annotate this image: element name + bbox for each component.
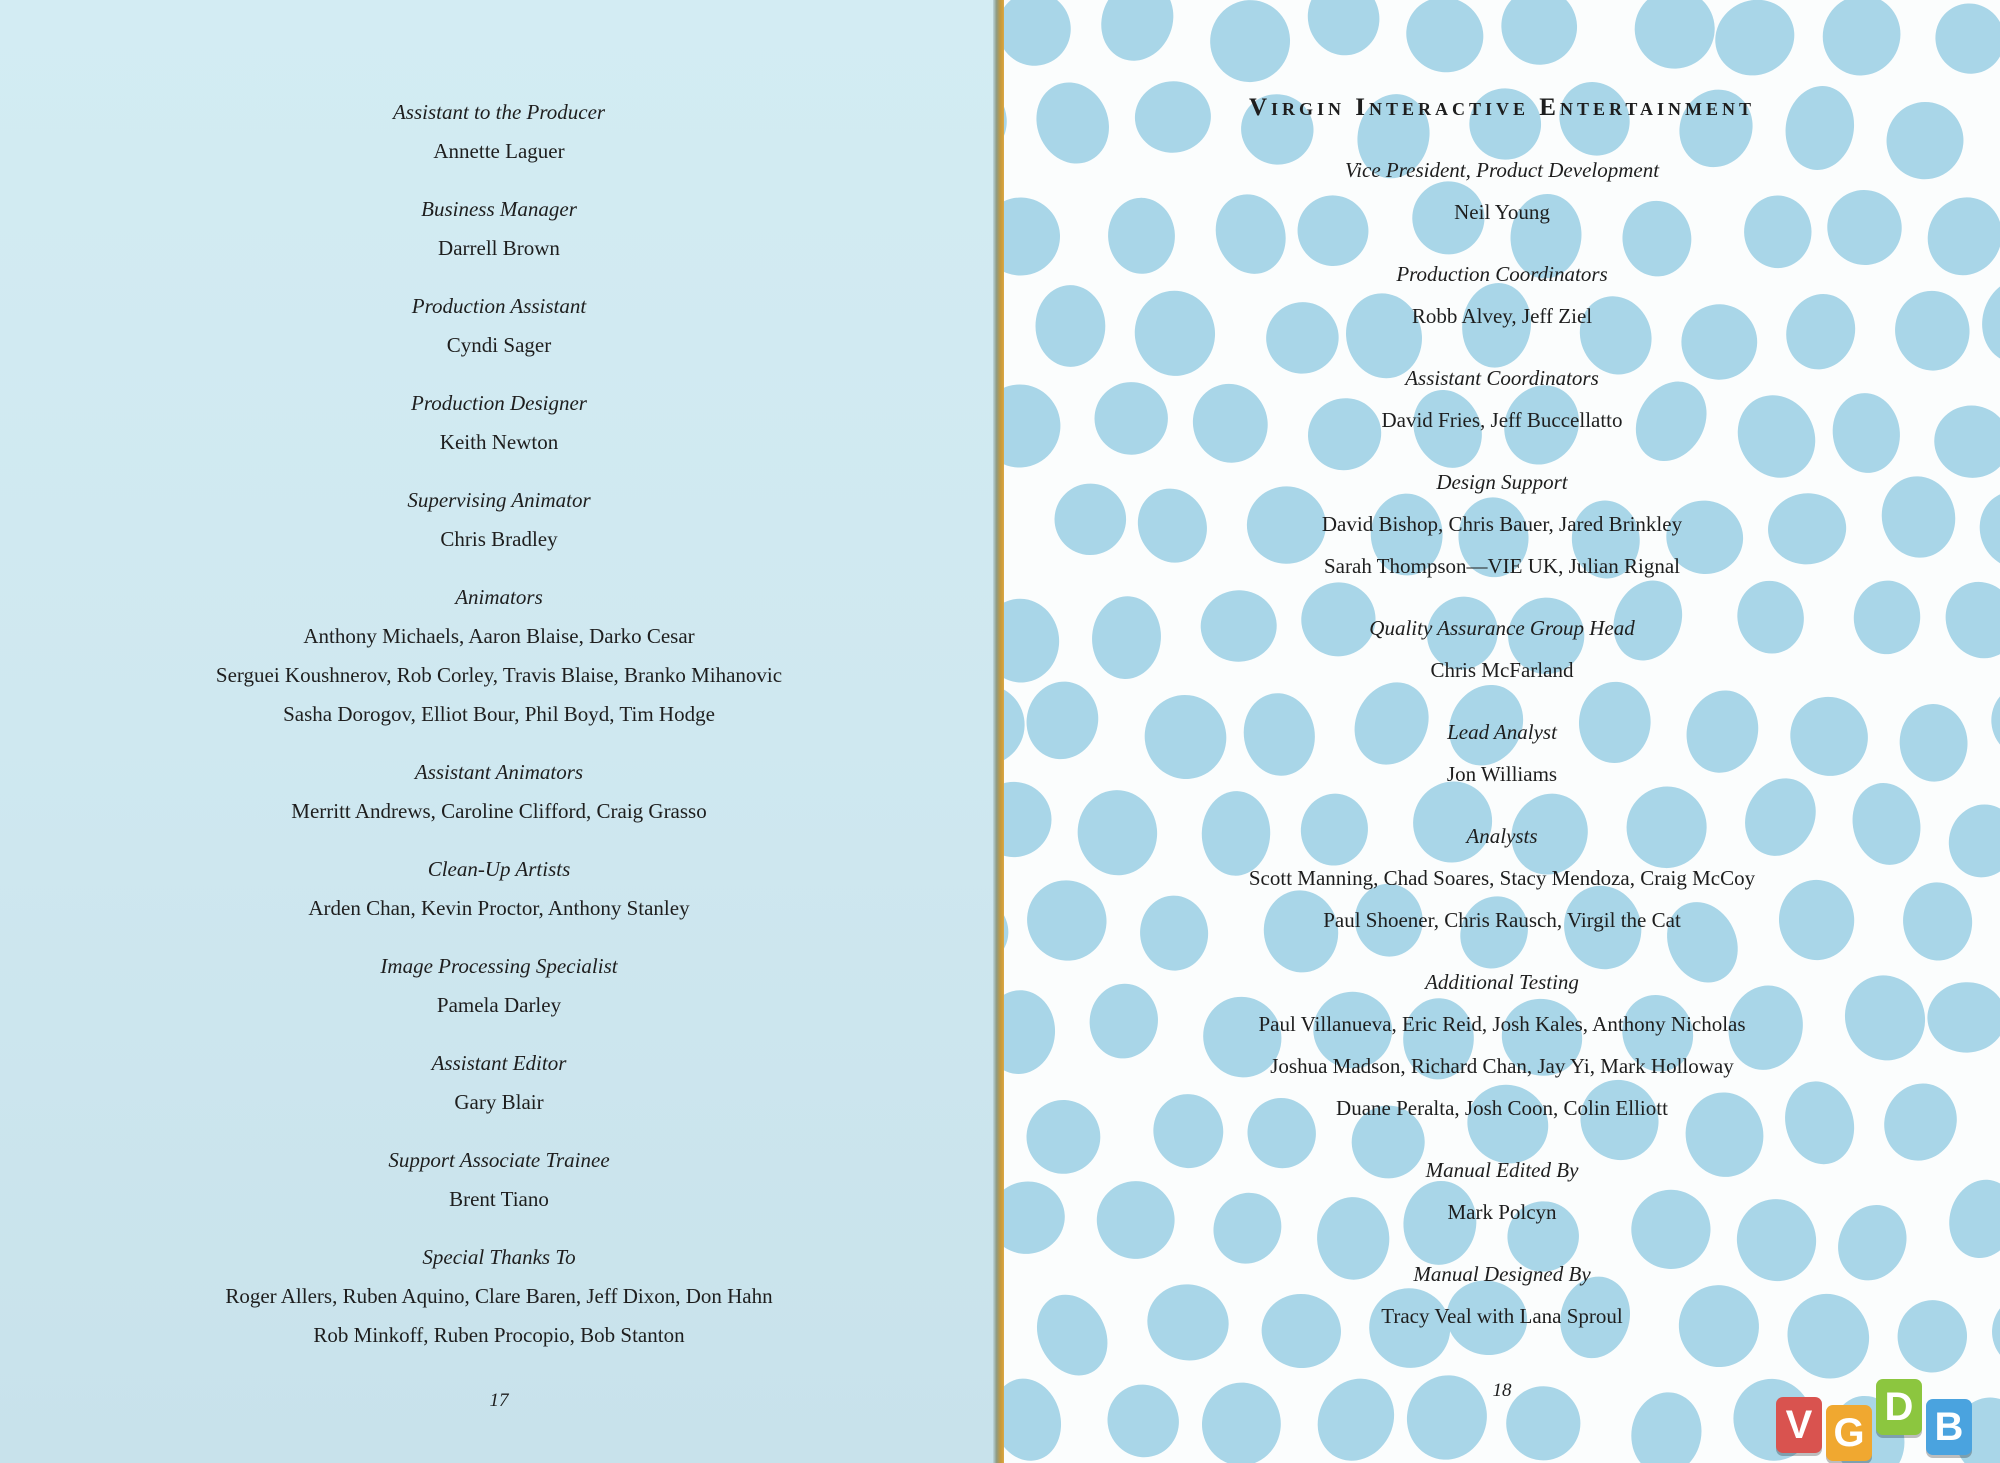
right_page-credit-names: Joshua Madson, Richard Chan, Jay Yi, Mark Holloway bbox=[1270, 1054, 1734, 1078]
polka-dot bbox=[1004, 0, 1079, 74]
polka-dot bbox=[1023, 1282, 1121, 1387]
vgdb-tile-g: G bbox=[1826, 1405, 1872, 1461]
left_page-credit-names: Darrell Brown bbox=[438, 236, 560, 260]
right_page-role-title: Assistant Coordinators bbox=[1405, 366, 1599, 390]
left_page-role-title: Production Designer bbox=[411, 391, 587, 415]
left_page-role-title: Business Manager bbox=[421, 197, 577, 221]
right_page-role-title: Design Support bbox=[1436, 470, 1568, 494]
left-page bbox=[0, 0, 998, 1463]
left_page-role-title: Clean-Up Artists bbox=[427, 857, 571, 881]
right_page-credit-names: David Bishop, Chris Bauer, Jared Brinkley bbox=[1321, 512, 1683, 536]
left_page-credit-names: Roger Allers, Ruben Aquino, Clare Baren, Jeff Dixon, Don Hahn bbox=[225, 1284, 773, 1308]
right_page-credit-names: Paul Villanueva, Eric Reid, Josh Kales, Anthony Nicholas bbox=[1258, 1012, 1746, 1036]
polka-dot bbox=[1089, 0, 1185, 72]
polka-dot bbox=[1298, 0, 1388, 64]
right_page-credit-names: David Fries, Jeff Buccellatto bbox=[1381, 408, 1623, 432]
left_page-role-title: Support Associate Trainee bbox=[388, 1148, 610, 1172]
left_page-credit-names: Arden Chan, Kevin Proctor, Anthony Stanley bbox=[308, 896, 690, 920]
right_page-role-title: Manual Designed By bbox=[1413, 1262, 1591, 1286]
vgdb-watermark-logo bbox=[1776, 1375, 1986, 1457]
left_page-credit-names: Gary Blair bbox=[454, 1090, 544, 1114]
left_page-role-title: Special Thanks To bbox=[422, 1245, 576, 1269]
left_page-credit-names: Rob Minkoff, Ruben Procopio, Bob Stanton bbox=[313, 1323, 685, 1347]
left_page-role-title: Assistant Animators bbox=[414, 760, 584, 784]
left_page-credit-names: Merritt Andrews, Caroline Clifford, Craig Grasso bbox=[291, 799, 707, 823]
right_page-credit-names: Chris McFarland bbox=[1430, 658, 1574, 682]
page-number-right: 18 bbox=[1492, 1380, 1512, 1401]
right_page-credit-names: Jon Williams bbox=[1446, 762, 1558, 786]
right_page-credit-names: Sarah Thompson—VIE UK, Julian Rignal bbox=[1324, 554, 1680, 578]
right-page bbox=[1004, 0, 2000, 1463]
right_page-credit-names: Robb Alvey, Jeff Ziel bbox=[1411, 304, 1593, 328]
left_page-credit-names: Keith Newton bbox=[439, 430, 559, 454]
right_page-credit-names: Mark Polcyn bbox=[1447, 1200, 1557, 1224]
vgdb-tile-d: D bbox=[1876, 1379, 1922, 1435]
right_page-role-title: Analysts bbox=[1466, 824, 1538, 848]
polka-dot bbox=[1205, 0, 1296, 87]
polka-dot bbox=[1702, 0, 1808, 89]
polka-dot bbox=[1811, 0, 1913, 87]
polka-dot bbox=[1891, 287, 1974, 375]
left_page-role-title: Assistant to the Producer bbox=[392, 100, 606, 124]
left_page-role-title: Supervising Animator bbox=[407, 488, 591, 512]
left_page-credit-names: Sasha Dorogov, Elliot Bour, Phil Boyd, Tim Hodge bbox=[283, 702, 715, 726]
right_page-credit-names: Scott Manning, Chad Soares, Stacy Mendoza, Craig McCoy bbox=[1248, 866, 1756, 890]
right_page-role-title: Manual Edited By bbox=[1425, 1158, 1579, 1182]
vgdb-tile-v: V bbox=[1776, 1397, 1822, 1453]
left_page-credit-names: Brent Tiano bbox=[449, 1187, 549, 1211]
left_page-role-title: Production Assistant bbox=[411, 294, 587, 318]
page-number-left: 17 bbox=[489, 1390, 509, 1411]
polka-dot bbox=[1137, 893, 1210, 973]
polka-dot bbox=[1924, 0, 2000, 85]
right_page-role-title: Additional Testing bbox=[1425, 970, 1579, 994]
left_page-credit-names: Chris Bradley bbox=[440, 527, 558, 551]
right_page-role-title: Vice President, Product Development bbox=[1344, 158, 1660, 182]
company-heading: Virgin Interactive Entertainment bbox=[1248, 94, 1756, 121]
left_page-role-title: Image Processing Specialist bbox=[380, 954, 618, 978]
right_page-credit-names: Tracy Veal with Lana Sproul bbox=[1381, 1304, 1623, 1328]
left_page-credit-names: Anthony Michaels, Aaron Blaise, Darko Cesar bbox=[303, 624, 695, 648]
left_page-role-title: Animators bbox=[455, 585, 543, 609]
polka-dot bbox=[1828, 389, 1905, 477]
left_page-credit-names: Serguei Koushnerov, Rob Corley, Travis Blaise, Branko Mihanovic bbox=[215, 663, 783, 687]
left_page-role-title: Assistant Editor bbox=[431, 1051, 567, 1075]
right_page-credit-names: Duane Peralta, Josh Coon, Colin Elliott bbox=[1336, 1096, 1668, 1120]
left_page-credit-names: Annette Laguer bbox=[433, 139, 565, 163]
polka-dot bbox=[1987, 1287, 2000, 1375]
polka-dot bbox=[1393, 0, 1496, 86]
right_page-credit-names: Paul Shoener, Chris Rausch, Virgil the Cat bbox=[1323, 908, 1681, 932]
right_page-role-title: Lead Analyst bbox=[1447, 720, 1557, 744]
right_page-credit-names: Neil Young bbox=[1454, 200, 1550, 224]
left_page-credit-names: Pamela Darley bbox=[436, 993, 562, 1017]
right_page-role-title: Quality Assurance Group Head bbox=[1369, 616, 1635, 640]
vgdb-tile-b: B bbox=[1926, 1399, 1972, 1455]
polka-dot bbox=[1489, 0, 1590, 77]
polka-dot bbox=[1633, 0, 1716, 70]
right_page-role-title: Production Coordinators bbox=[1396, 262, 1608, 286]
left_page-credit-names: Cyndi Sager bbox=[446, 333, 552, 357]
